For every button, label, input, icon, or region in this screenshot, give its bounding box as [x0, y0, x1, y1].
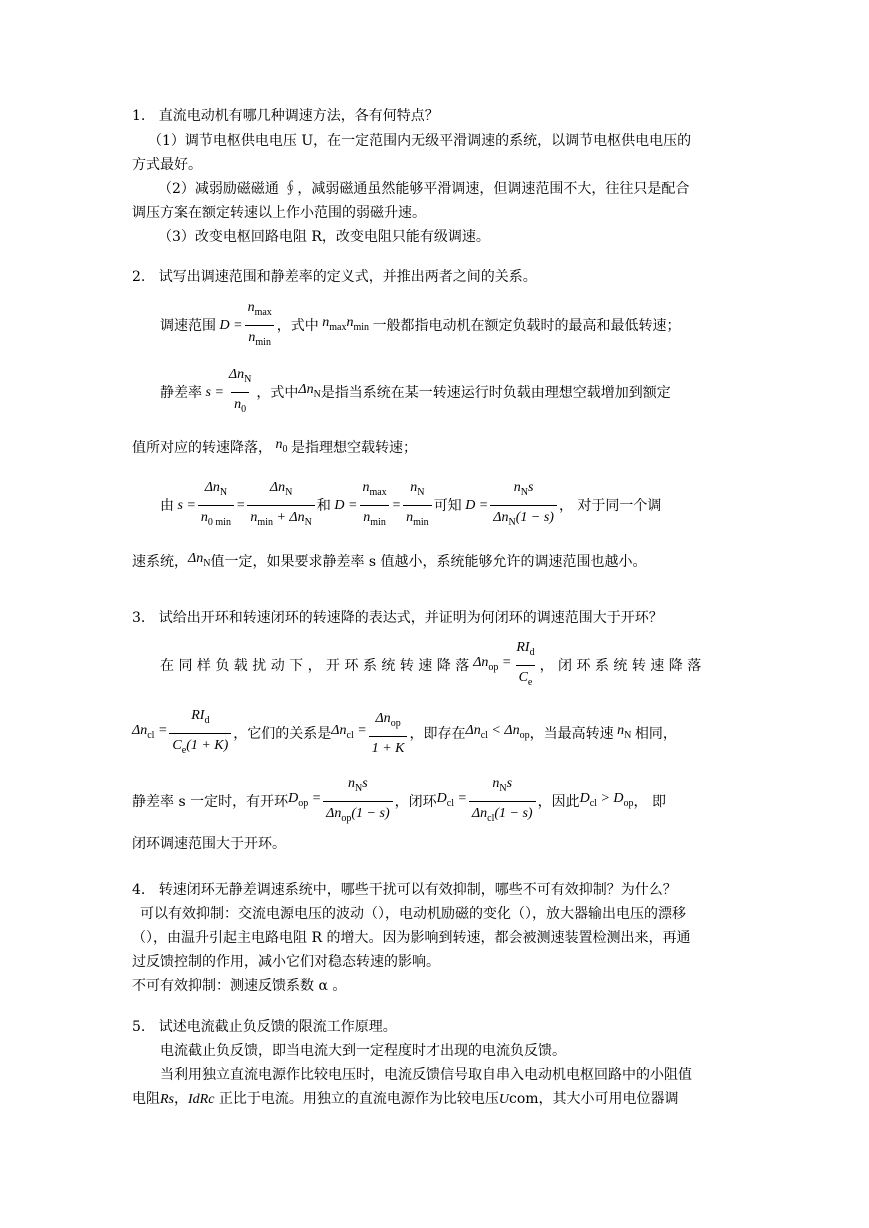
q3-l3-c: ，因此 [537, 793, 580, 810]
q2-derivation: 由 s = $\Delta n_N$ $n_{0 min}$ = $\Delta n_N$ $n_{min} + \Delta n_N$ 和 D = $n_{max}$ $n_{min}$ = $n_N$ $n_{min}$ 可知 D = $n_Ns$ $\Delta n_N(1 - s)$ ， 对于同一个调 [160, 478, 661, 533]
range-rest: 一般都指电动机在额定负载时的最高和最低转速； [372, 317, 681, 334]
q1-title: 1. 直流电动机有哪几种调速方法，各有何特点？ [132, 108, 439, 124]
q4-p1-line1: 可以有效抑制：交流电源电压的波动（），电动机励磁的变化（），放大器输出电压的漂移 [140, 906, 686, 922]
derive-d: D = [330, 497, 358, 513]
q4-title: 4. 转速闭环无静差调速系统中，哪些干扰可以有效抑制，哪些不可有效抑制？为什么？ [132, 882, 677, 898]
q3-l3-d: ， 即 [633, 793, 666, 810]
relation-fraction: $\Delta n_{op}$ 1 + K [369, 709, 408, 759]
q4-p2: 不可有效抑制：测速反馈系数 α 。 [132, 978, 347, 994]
open-loop-drop: $\Delta n_{op}$ = [473, 655, 512, 673]
slip-formula: s = [202, 384, 224, 400]
q1-p2-line2: 调压方案在额定转速以上作小范围的弱磁升速。 [132, 205, 426, 221]
q3-line1 [160, 638, 701, 693]
conclusion-a: 速系统， [132, 553, 188, 570]
derive-fraction-2: $\Delta n_N$ $n_{min} + \Delta n_N$ [247, 478, 314, 533]
dop-fraction: $n_Ns$ $\Delta n_{op}(1 - s)$ [323, 774, 392, 829]
q5-p2-line2: 电阻Rs，IdRc 正比于电流。用独立的直流电源作为比较电压Ucom，其大小可用电位器调 [132, 1091, 679, 1107]
q1-p1-line2: 方式最好。 [132, 157, 202, 173]
derive-fraction-1: $\Delta n_N$ $n_{0 min}$ [198, 478, 234, 533]
q1-p2-line1: （2）减弱励磁磁通 ∮，减弱磁通虽然能够平滑调速，但调速范围不大，往往只是配合 [158, 181, 690, 197]
derive-fraction-5: $n_Ns$ $\Delta n_N(1 - s)$ [490, 478, 557, 533]
conclusion-symbol: $\Delta n_N$ [188, 551, 211, 569]
relation-lhs: $\Delta n_{cl}$ = [331, 723, 367, 741]
derive-d2: D = [461, 497, 489, 513]
rs-symbol: Rs [160, 1092, 174, 1107]
range-fraction: $n_{max}$ $n_{min}$ [245, 298, 275, 353]
idrc-symbol: IdRc [188, 1092, 215, 1107]
slip-cont-a: 值所对应的转速降落， [132, 439, 272, 456]
q1-p3: （3）改变电枢回路电阻 R，改变电阻只能有级调速。 [158, 229, 490, 245]
derive-s: s = [174, 497, 196, 513]
derive-fraction-4: $n_N$ $n_{min}$ [403, 478, 432, 533]
q3-l1-b: ， 闭 环 系 统 转 速 降 落 [539, 657, 702, 674]
q3-l3-a: 静差率 s 一定时，有开环 [132, 793, 289, 810]
q3-line3 [132, 774, 666, 829]
nn-symbol: $n_N$ [613, 723, 632, 741]
range-symbols: $n_{max}n_{min}$ [318, 315, 370, 333]
q5-title: 5. 试述电流截止负反馈的限流工作原理。 [132, 1019, 397, 1035]
range-text: ，式中 [276, 317, 319, 334]
range-formula: D = [216, 317, 243, 333]
q2-range-definition [160, 298, 681, 353]
slip-rest: 是指当系统在某一转速运行时负载由理想空载增加到额定 [320, 384, 671, 401]
derive-rest: ， 对于同一个调 [558, 497, 662, 514]
slip-symbol: $\Delta n_N$ [298, 382, 321, 400]
q3-line2 [132, 706, 677, 761]
q3-l2-d: 相同， [634, 725, 677, 742]
inequality-1: $\Delta n_{cl} < \Delta n_{op}$ [465, 723, 530, 741]
dop-formula: $D_{op}$ = [288, 791, 322, 809]
q4-p1-line2: （），由温升引起主电路电阻 R 的增大。因为影响到转速，都会被测速装置检测出来，再通 [132, 930, 691, 946]
open-loop-fraction: $RI_d$ $C_e$ [513, 638, 537, 693]
q2-conclusion [132, 547, 647, 576]
q5-p2-line1: 当利用独立直流电源作比较电压时，电流反馈信号取自串入电动机电枢回路中的小阻值 [160, 1067, 692, 1083]
closed-loop-fraction: $RI_d$ $C_e(1 + K)$ [169, 706, 231, 761]
q3-l1-a: 在 同 样 负 载 扰 动 下 ， 开 环 系 统 转 速 降 落 [160, 657, 470, 674]
inequality-2: $D_{cl} > D_{op}$ [579, 791, 634, 809]
q3-l3-b: ，闭环 [394, 793, 437, 810]
dcl-formula: $D_{cl}$ = [436, 791, 467, 809]
slip-cont-b: 是指理想空载转速； [291, 439, 417, 456]
dcl-fraction: $n_Ns$ $\Delta n_{cl}(1 - s)$ [469, 774, 536, 829]
q3-l2-c: ，当最高转速 [529, 725, 614, 742]
range-label: 调速范围 [160, 317, 216, 334]
q2-title: 2. 试写出调速范围和静差率的定义式，并推出两者之间的关系。 [132, 269, 537, 285]
q3-line4: 闭环调速范围大于开环。 [132, 836, 286, 852]
derive-he: 和 [316, 497, 331, 514]
q1-p1-line1: （1）调节电枢供电电压 U，在一定范围内无级平滑调速的系统，以调节电枢供电电压的 [148, 133, 692, 149]
n0-symbol: $n_0$ [272, 437, 288, 455]
q5-p1: 电流截止负反馈，即当电流大到一定程度时才出现的电流负反馈。 [160, 1043, 566, 1059]
slip-label: 静差率 [160, 384, 202, 401]
slip-text: ，式中 [256, 384, 299, 401]
q3-l2-a: ，它们的关系是 [233, 725, 332, 742]
derive-kezhi: 可知 [433, 497, 462, 514]
q2-slip-continued [132, 433, 417, 462]
conclusion-b: 值一定，如果要求静差率 s 值越小，系统能够允许的调速范围也越小。 [210, 553, 647, 570]
q4-p1-line3: 过反馈控制的作用，减小它们对稳态转速的影响。 [132, 954, 440, 970]
q3-title: 3. 试给出开环和转速闭环的转速降的表达式，并证明为何闭环的调速范围大于开环？ [132, 610, 663, 626]
slip-fraction: $\Delta n_N$ $n_0$ [226, 365, 254, 420]
q3-l2-b: ，即存在 [409, 725, 466, 742]
closed-loop-drop: $\Delta n_{cl}$ = [132, 723, 168, 741]
derive-fraction-3: $n_{max}$ $n_{min}$ [359, 478, 389, 533]
ucom-symbol: U [498, 1092, 510, 1107]
derive-you: 由 [160, 497, 174, 514]
q2-slip-definition [160, 365, 671, 420]
